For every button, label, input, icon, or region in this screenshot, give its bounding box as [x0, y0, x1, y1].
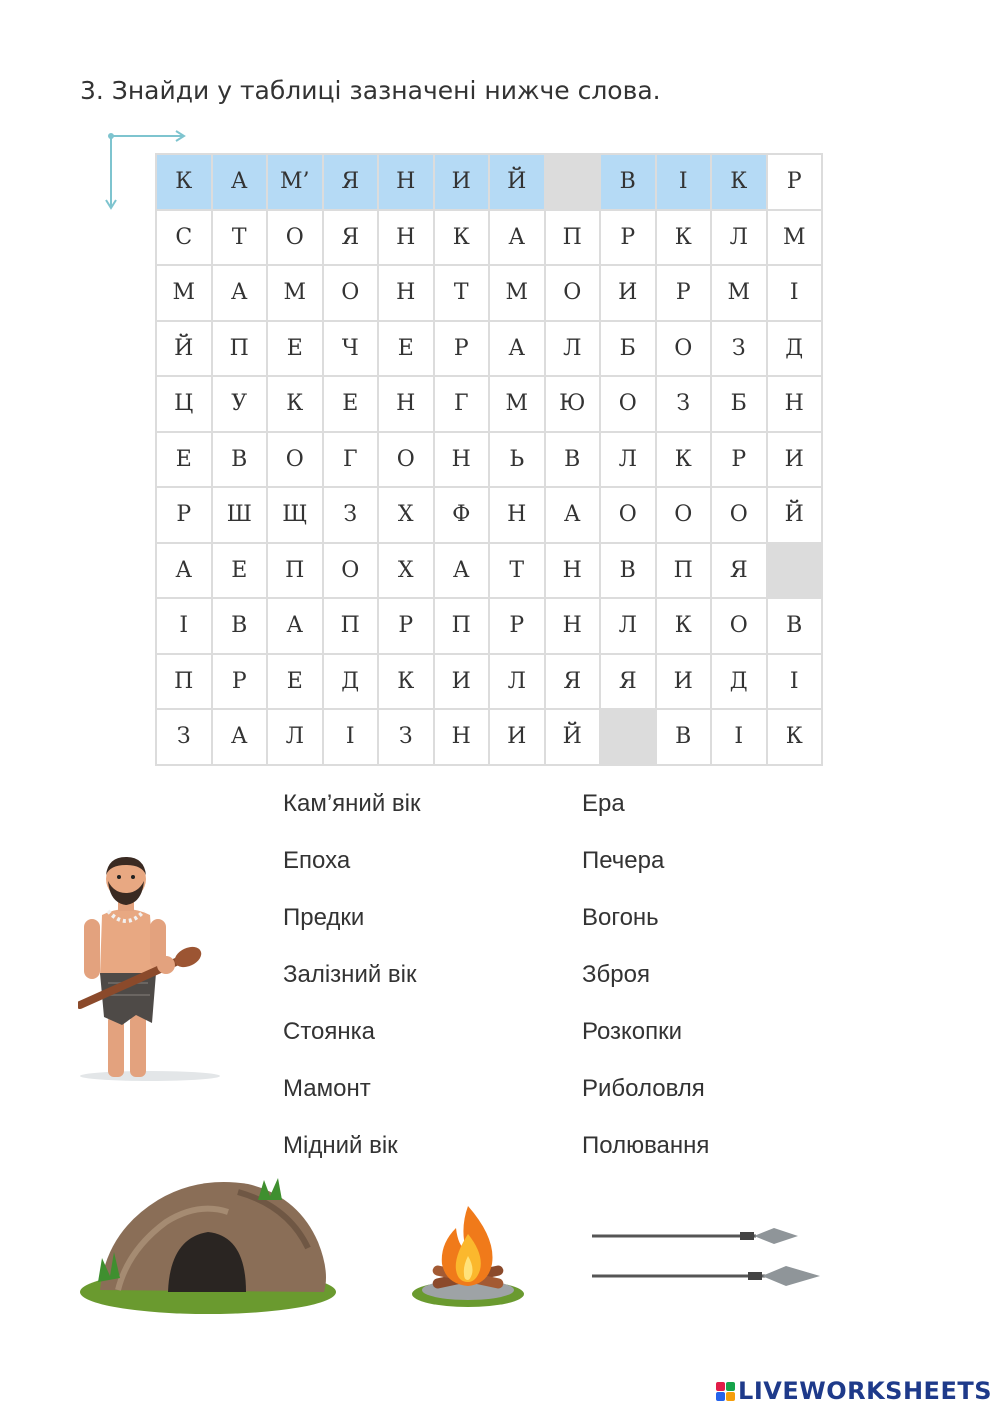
grid-row — [156, 709, 822, 765]
grid-cell: А — [212, 154, 268, 210]
grid-row — [156, 654, 822, 710]
grid-cell: П — [323, 598, 379, 654]
grid-cell: З — [656, 376, 712, 432]
grid-cell: М — [711, 265, 767, 321]
grid-cell: Т — [212, 210, 268, 266]
grid-cell: Й — [545, 709, 601, 765]
grid-cell: О — [267, 432, 323, 488]
word-list-right — [582, 790, 709, 1189]
grid-cell: Я — [600, 654, 656, 710]
grid-cell: Я — [323, 154, 379, 210]
word-item: Полювання — [582, 1132, 710, 1159]
grid-cell: Н — [545, 598, 601, 654]
grid-cell: І — [156, 598, 212, 654]
grid-cell: Х — [378, 487, 434, 543]
grid-cell: О — [600, 487, 656, 543]
grid-cell: П — [434, 598, 490, 654]
word-item: Залізний вік — [283, 961, 417, 988]
grid-cell: Е — [156, 432, 212, 488]
grid-cell: Е — [267, 654, 323, 710]
grid-cell: В — [600, 154, 656, 210]
grid-cell: Н — [378, 210, 434, 266]
grid-cell: І — [711, 709, 767, 765]
grid-cell: М — [489, 376, 545, 432]
word-item: Кам’яний вік — [283, 790, 421, 817]
word-item: Розкопки — [582, 1018, 683, 1045]
grid-row — [156, 265, 822, 321]
grid-cell: Ч — [323, 321, 379, 377]
grid-cell: О — [378, 432, 434, 488]
grid-cell: Я — [323, 210, 379, 266]
grid-cell: Л — [267, 709, 323, 765]
grid-cell: Ю — [545, 376, 601, 432]
grid-cell: В — [656, 709, 712, 765]
grid-cell: І — [767, 265, 823, 321]
grid-cell: О — [323, 265, 379, 321]
word-search-grid — [155, 153, 823, 766]
grid-cell: Ь — [489, 432, 545, 488]
grid-cell: И — [434, 654, 490, 710]
grid-cell: А — [545, 487, 601, 543]
grid-cell: А — [489, 321, 545, 377]
word-item: Печера — [582, 847, 665, 874]
grid-cell: Р — [212, 654, 268, 710]
logo-text: LIVEWORKSHEETS — [738, 1377, 992, 1405]
grid-cell: К — [378, 654, 434, 710]
grid-cell: К — [656, 210, 712, 266]
grid-cell: І — [323, 709, 379, 765]
word-item: Мідний вік — [283, 1132, 398, 1159]
grid-cell: Д — [323, 654, 379, 710]
grid-cell: Р — [378, 598, 434, 654]
grid-cell: В — [545, 432, 601, 488]
grid-cell: Й — [489, 154, 545, 210]
grid-cell: Д — [711, 654, 767, 710]
grid-cell: Л — [600, 432, 656, 488]
grid-cell: М — [767, 210, 823, 266]
grid-cell: М — [156, 265, 212, 321]
grid-cell: Р — [600, 210, 656, 266]
grid-cell: К — [767, 709, 823, 765]
grid-cell: Д — [767, 321, 823, 377]
grid-cell: Б — [600, 321, 656, 377]
grid-cell: Н — [434, 432, 490, 488]
grid-cell: К — [434, 210, 490, 266]
grid-cell: Б — [711, 376, 767, 432]
grid-cell: Ф — [434, 487, 490, 543]
grid-cell-blank — [767, 543, 823, 599]
grid-cell: Л — [600, 598, 656, 654]
grid-row — [156, 543, 822, 599]
grid-cell: А — [489, 210, 545, 266]
grid-cell: А — [156, 543, 212, 599]
grid-cell: Р — [434, 321, 490, 377]
grid-cell: А — [434, 543, 490, 599]
liveworksheets-logo — [716, 1377, 992, 1405]
grid-cell: Н — [545, 543, 601, 599]
grid-cell: Л — [711, 210, 767, 266]
grid-cell: О — [323, 543, 379, 599]
grid-cell: Я — [545, 654, 601, 710]
grid-cell: З — [711, 321, 767, 377]
grid-cell: В — [600, 543, 656, 599]
grid-cell: П — [212, 321, 268, 377]
grid-cell: Г — [323, 432, 379, 488]
grid-cell: М — [267, 265, 323, 321]
grid-cell: Р — [156, 487, 212, 543]
grid-cell: И — [767, 432, 823, 488]
grid-cell: І — [656, 154, 712, 210]
grid-cell: О — [600, 376, 656, 432]
grid-cell: О — [656, 487, 712, 543]
word-item: Предки — [283, 904, 365, 931]
grid-cell: Й — [156, 321, 212, 377]
grid-row — [156, 376, 822, 432]
word-item: Ера — [582, 790, 625, 817]
grid-cell: Е — [323, 376, 379, 432]
word-item: Стоянка — [283, 1018, 376, 1045]
grid-cell: А — [212, 265, 268, 321]
word-list-left — [283, 790, 420, 1189]
grid-cell: Р — [656, 265, 712, 321]
grid-cell: П — [656, 543, 712, 599]
campfire-illustration — [412, 1206, 524, 1307]
grid-row — [156, 487, 822, 543]
grid-cell: А — [267, 598, 323, 654]
grid-cell: О — [656, 321, 712, 377]
spears-illustration — [592, 1228, 820, 1286]
grid-cell: К — [267, 376, 323, 432]
grid-cell: С — [156, 210, 212, 266]
grid-cell: Я — [711, 543, 767, 599]
grid-cell: К — [656, 432, 712, 488]
grid-cell: Т — [434, 265, 490, 321]
grid-cell: Г — [434, 376, 490, 432]
word-item: Вогонь — [582, 904, 659, 931]
grid-cell: О — [711, 598, 767, 654]
grid-cell: И — [600, 265, 656, 321]
word-item: Зброя — [582, 961, 650, 988]
grid-cell: П — [545, 210, 601, 266]
grid-cell: Е — [212, 543, 268, 599]
grid-cell: Щ — [267, 487, 323, 543]
grid-cell: Н — [489, 487, 545, 543]
caveman-illustration — [78, 855, 228, 1085]
grid-cell: И — [434, 154, 490, 210]
grid-cell: П — [156, 654, 212, 710]
grid-cell: Т — [489, 543, 545, 599]
grid-cell: И — [489, 709, 545, 765]
grid-cell: Н — [378, 154, 434, 210]
grid-cell: О — [545, 265, 601, 321]
grid-cell: Н — [767, 376, 823, 432]
grid-cell-blank — [600, 709, 656, 765]
grid-cell: Х — [378, 543, 434, 599]
grid-cell: Л — [489, 654, 545, 710]
word-item: Мамонт — [283, 1075, 371, 1102]
grid-cell: Н — [378, 265, 434, 321]
grid-cell: У — [212, 376, 268, 432]
grid-cell: З — [156, 709, 212, 765]
grid-cell: О — [711, 487, 767, 543]
grid-cell: Е — [267, 321, 323, 377]
grid-cell: К — [711, 154, 767, 210]
grid-cell: Н — [434, 709, 490, 765]
grid-cell: І — [767, 654, 823, 710]
task-title: 3. Знайди у таблиці зазначені нижче слова. — [80, 76, 661, 105]
cave-illustration — [80, 1178, 336, 1314]
grid-cell: М’ — [267, 154, 323, 210]
grid-cell: Р — [489, 598, 545, 654]
grid-cell-blank — [545, 154, 601, 210]
grid-cell: В — [767, 598, 823, 654]
grid-cell: З — [323, 487, 379, 543]
grid-cell: К — [156, 154, 212, 210]
word-item: Риболовля — [582, 1075, 705, 1102]
grid-cell: П — [267, 543, 323, 599]
grid-cell: И — [656, 654, 712, 710]
grid-cell: Р — [767, 154, 823, 210]
grid-cell: К — [656, 598, 712, 654]
grid-cell: Е — [378, 321, 434, 377]
grid-cell: А — [212, 709, 268, 765]
grid-cell: В — [212, 432, 268, 488]
grid-cell: Ц — [156, 376, 212, 432]
grid-row — [156, 432, 822, 488]
grid-row — [156, 598, 822, 654]
grid-row — [156, 321, 822, 377]
grid-cell: Ш — [212, 487, 268, 543]
grid-cell: Й — [767, 487, 823, 543]
grid-row — [156, 154, 822, 210]
grid-cell: Н — [378, 376, 434, 432]
word-item: Епоха — [283, 847, 351, 874]
grid-cell: М — [489, 265, 545, 321]
grid-cell: З — [378, 709, 434, 765]
grid-cell: Р — [711, 432, 767, 488]
grid-cell: В — [212, 598, 268, 654]
grid-row — [156, 210, 822, 266]
grid-cell: О — [267, 210, 323, 266]
logo-mark-icon — [716, 1382, 735, 1401]
grid-cell: Л — [545, 321, 601, 377]
